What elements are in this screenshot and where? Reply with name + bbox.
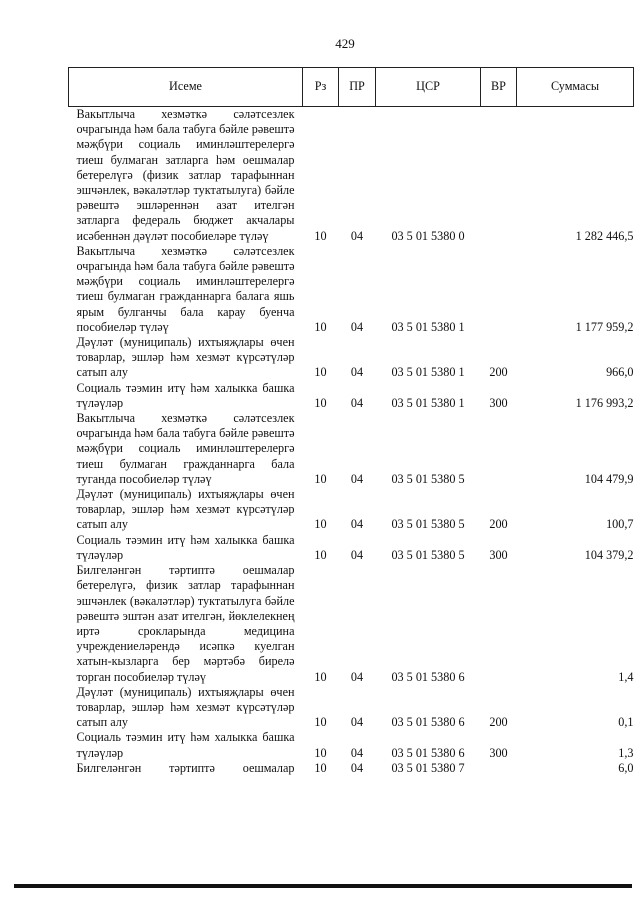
- row-rz: 10: [314, 517, 327, 532]
- table-row: [69, 487, 634, 533]
- header-row: [69, 68, 634, 107]
- row-vr: [481, 411, 517, 487]
- row-csr: 03 5 01 5380 1: [391, 365, 465, 380]
- row-pr: 04: [350, 471, 364, 486]
- row-csr: 03 5 01 5380 6: [391, 669, 465, 684]
- row-vr: 200: [489, 517, 508, 532]
- row-sum: 0,1: [618, 715, 634, 730]
- page-number: 429: [335, 36, 355, 51]
- row-vr: 300: [489, 395, 508, 410]
- table-row: [69, 411, 634, 487]
- row-sum: 1 282 446,5: [575, 228, 634, 243]
- table-row: [69, 533, 634, 563]
- row-name: Вакытлыча хезмәткә сәләтсезлек очрагында һәм бала табуга бәйле рәвештә мәҗбүри социаль иминләштерелергә тиеш булмаган затларга һәм оешмалар бетерелүгә (физик затлар тарафыннан эшчәнлек, вәкаләтләр туктатылуга) бәйле рәвештә эшләреннән азат ителгән затларга федераль бюджет акчалары исәбеннән дәүләт пособиеләре түләү: [76, 107, 295, 243]
- row-name: Дәүләт (муниципаль) ихтыяҗлары өчен товарлар, эшләр һәм хезмәт күрсәтүләр сатып алу: [76, 335, 295, 380]
- table-row: [69, 244, 634, 335]
- row-pr: 04: [350, 319, 364, 334]
- row-sum: 1 177 959,2: [575, 319, 634, 334]
- row-vr: [481, 563, 517, 685]
- row-sum: 6,0: [618, 760, 634, 775]
- table-row: [69, 761, 634, 776]
- row-csr: 03 5 01 5380 1: [391, 319, 465, 334]
- row-pr: 04: [350, 760, 364, 775]
- row-vr: [481, 107, 517, 244]
- row-csr: 03 5 01 5380 5: [391, 517, 465, 532]
- row-rz: 10: [314, 365, 327, 380]
- row-sum: 1,3: [618, 745, 634, 760]
- row-vr: 200: [489, 365, 508, 380]
- header-vr: ВР: [481, 68, 517, 107]
- row-rz: 10: [314, 547, 327, 562]
- row-rz: 10: [314, 319, 327, 334]
- row-name: Социаль тәэмин итү һәм халыкка башка түләүләр: [76, 730, 295, 760]
- row-sum: 100,7: [606, 517, 634, 532]
- row-csr: 03 5 01 5380 1: [391, 395, 465, 410]
- row-pr: 04: [350, 517, 364, 532]
- row-name: Дәүләт (муниципаль) ихтыяҗлары өчен товарлар, эшләр һәм хезмәт күрсәтүләр сатып алу: [76, 487, 295, 532]
- row-vr: 300: [489, 547, 508, 562]
- row-name: Вакытлыча хезмәткә сәләтсезлек очрагында һәм бала табуга бәйле рәвештә мәҗбүри социаль иминләштерелергә тиеш булмаган гражданнарга бала туганда пособиеләр түләү: [76, 411, 295, 486]
- header-csr: ЦСР: [376, 68, 481, 107]
- row-csr: 03 5 01 5380 5: [391, 471, 465, 486]
- row-vr: 200: [489, 715, 508, 730]
- budget-table: [68, 67, 634, 776]
- row-sum: 104 479,9: [584, 471, 634, 486]
- row-sum: 1,4: [618, 669, 634, 684]
- row-pr: 04: [350, 669, 364, 684]
- row-vr: 300: [489, 745, 508, 760]
- table-row: [69, 685, 634, 731]
- row-vr: [481, 761, 517, 776]
- row-pr: 04: [350, 745, 364, 760]
- row-rz: 10: [314, 715, 327, 730]
- page-bottom-rule: [14, 884, 632, 888]
- table-row: [69, 107, 634, 244]
- header-sum: Суммасы: [517, 68, 634, 107]
- row-sum: 1 176 993,2: [575, 395, 634, 410]
- row-csr: 03 5 01 5380 6: [391, 715, 465, 730]
- row-rz: 10: [314, 471, 327, 486]
- row-sum: 966,0: [606, 365, 634, 380]
- row-pr: 04: [350, 715, 364, 730]
- row-rz: 10: [314, 395, 327, 410]
- row-csr: 03 5 01 5380 6: [391, 745, 465, 760]
- row-vr: [481, 244, 517, 335]
- row-pr: 04: [350, 228, 364, 243]
- row-pr: 04: [350, 547, 364, 562]
- table-row: [69, 730, 634, 760]
- table-row: [69, 381, 634, 411]
- row-csr: 03 5 01 5380 5: [391, 547, 465, 562]
- row-name: Вакытлыча хезмәткә сәләтсезлек очрагында һәм бала табуга бәйле рәвештә мәҗбүри социаль иминләштерелергә тиеш булмаган гражданнарга балага яшь ярым булганчы бала карау буенча пособиеләр түләү: [76, 243, 295, 334]
- table-row: [69, 335, 634, 381]
- row-pr: 04: [350, 395, 364, 410]
- row-rz: 10: [314, 760, 327, 775]
- header-rz: Рз: [303, 68, 339, 107]
- table-row: [69, 563, 634, 685]
- row-pr: 04: [350, 365, 364, 380]
- row-rz: 10: [314, 228, 327, 243]
- header-pr: ПР: [339, 68, 376, 107]
- row-csr: 03 5 01 5380 0: [391, 228, 465, 243]
- row-csr: 03 5 01 5380 7: [391, 760, 465, 775]
- row-name: Социаль тәэмин итү һәм халыкка башка түләүләр: [76, 532, 295, 562]
- row-sum: 104 379,2: [584, 547, 634, 562]
- row-name: Билгеләнгән тәртиптә оешмалар бетерелүгә, физик затлар тарафыннан эшчәнлек (вәкаләтләр) туктатылуга бәйле рәвештә эштән азат ителгән, йөклелекнең иртә срокларында медицина учреждениеләрендә исәпкә куелган хатын-кызларга бер мәртәбә бирелә торган пособиеләр түләү: [76, 563, 295, 684]
- header-name: Исеме: [69, 68, 303, 107]
- row-name: Билгеләнгән тәртиптә оешмалар: [76, 760, 295, 775]
- row-name: Социаль тәэмин итү һәм халыкка башка түләүләр: [76, 380, 295, 410]
- row-rz: 10: [314, 745, 327, 760]
- row-name: Дәүләт (муниципаль) ихтыяҗлары өчен товарлар, эшләр һәм хезмәт күрсәтүләр сатып алу: [76, 684, 295, 730]
- row-rz: 10: [314, 669, 327, 684]
